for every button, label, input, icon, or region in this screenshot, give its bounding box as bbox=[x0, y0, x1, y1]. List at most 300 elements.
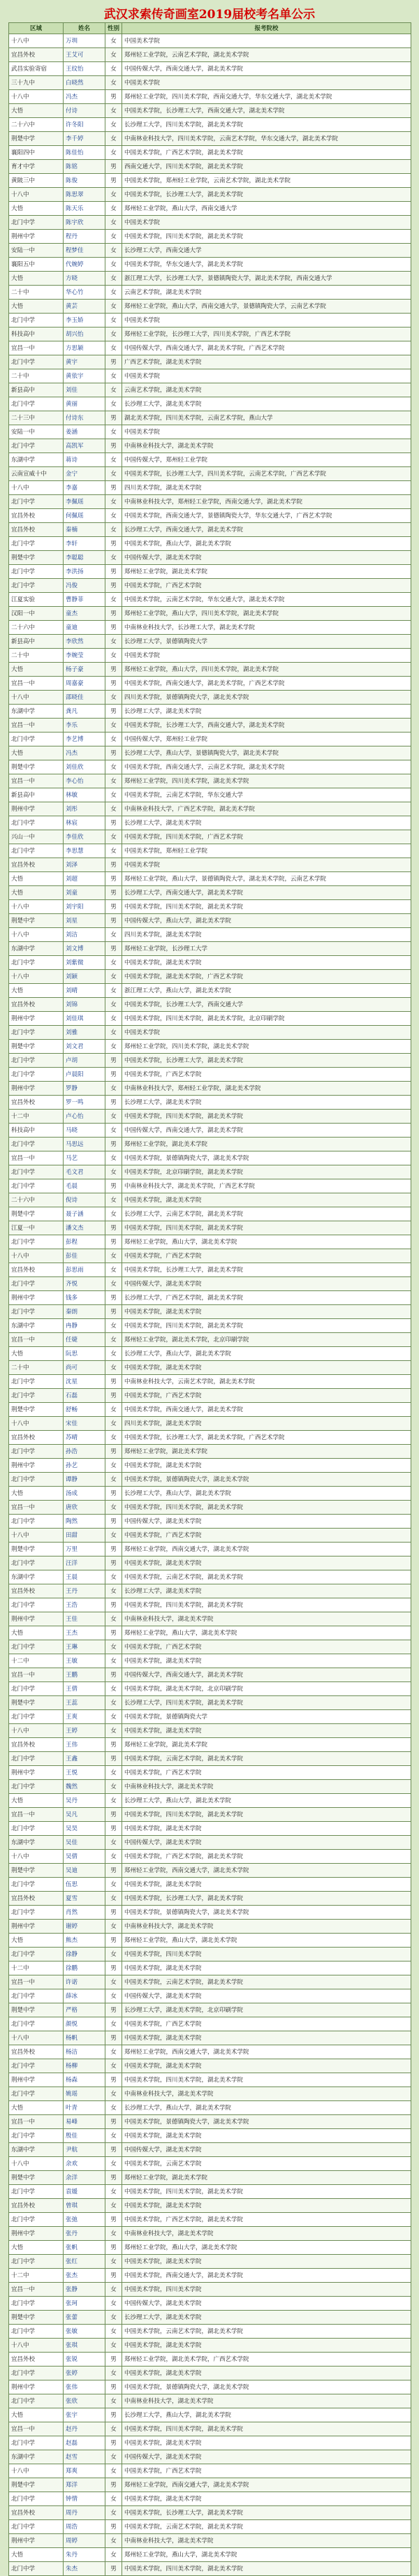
cell-sex: 男 bbox=[105, 2353, 122, 2367]
cell-region: 北门中学 bbox=[9, 1710, 64, 1724]
cell-name: 罗静 bbox=[64, 1082, 105, 1096]
table-row bbox=[9, 1836, 411, 1850]
table-row bbox=[9, 425, 411, 439]
table-row bbox=[9, 1529, 411, 1543]
cell-region: 北门中学 bbox=[9, 1277, 64, 1291]
cell-sex: 女 bbox=[105, 788, 122, 802]
table-row bbox=[9, 1654, 411, 1668]
cell-region: 北门中学 bbox=[9, 314, 64, 327]
cell-sex: 女 bbox=[105, 774, 122, 788]
cell-schools: 中国美术学院，云南艺术学院，湖北美术学院 bbox=[122, 2325, 411, 2339]
table-row bbox=[9, 970, 411, 984]
cell-region: 十八中 bbox=[9, 1850, 64, 1864]
cell-name: 陈铭 bbox=[64, 160, 105, 174]
cell-schools: 西南交通大学，四川美术学院，湖北美术学院 bbox=[122, 160, 411, 174]
cell-region: 十二中 bbox=[9, 1110, 64, 1124]
cell-region: 北门中学 bbox=[9, 2213, 64, 2227]
table-row bbox=[9, 300, 411, 314]
cell-region: 东湖中学 bbox=[9, 1570, 64, 1584]
cell-region: 宜昌外校 bbox=[9, 2353, 64, 2367]
cell-sex: 女 bbox=[105, 1417, 122, 1431]
table-row bbox=[9, 746, 411, 760]
cell-schools: 中国美术学院，湖北美术学院 bbox=[122, 2436, 411, 2450]
cell-sex: 女 bbox=[105, 1040, 122, 1054]
cell-name: 李嘉 bbox=[64, 481, 105, 495]
cell-sex: 男 bbox=[105, 1054, 122, 1068]
table-row bbox=[9, 1626, 411, 1640]
cell-name: 冯杰 bbox=[64, 746, 105, 760]
cell-sex: 女 bbox=[105, 2450, 122, 2464]
cell-region: 北门中学 bbox=[9, 1822, 64, 1836]
table-row bbox=[9, 118, 411, 132]
cell-schools: 中国美术学院，四川美术学院，湖北美术学院 bbox=[122, 1221, 411, 1235]
cell-sex: 女 bbox=[105, 383, 122, 397]
table-row bbox=[9, 537, 411, 551]
cell-schools: 中国美术学院，广西艺术学院 bbox=[122, 1389, 411, 1403]
cell-name: 杨洁 bbox=[64, 2045, 105, 2059]
cell-name: 周丹 bbox=[64, 2506, 105, 2520]
cell-region: 北门中学 bbox=[9, 579, 64, 593]
cell-name: 程梦佳 bbox=[64, 244, 105, 258]
cell-region: 北门中学 bbox=[9, 565, 64, 579]
cell-region: 北门中学 bbox=[9, 1515, 64, 1529]
cell-schools: 中国美术学院，湖北美术学院 bbox=[122, 1459, 411, 1473]
cell-name: 高凯军 bbox=[64, 439, 105, 453]
cell-sex: 男 bbox=[105, 439, 122, 453]
cell-name: 张伟 bbox=[64, 2380, 105, 2394]
cell-region: 宜昌一中 bbox=[9, 719, 64, 733]
cell-sex: 女 bbox=[105, 453, 122, 467]
cell-name: 姜涵 bbox=[64, 425, 105, 439]
cell-region: 北门中学 bbox=[9, 1598, 64, 1612]
cell-schools: 中国美术学院，郑州轻工业学院，云南艺术学院，湖北美术学院 bbox=[122, 174, 411, 188]
cell-sex: 女 bbox=[105, 2367, 122, 2380]
table-row bbox=[9, 383, 411, 397]
cell-region: 二十中 bbox=[9, 1361, 64, 1375]
table-row bbox=[9, 146, 411, 160]
cell-name: 齐悦 bbox=[64, 1277, 105, 1291]
cell-region: 宜昌外校 bbox=[9, 2045, 64, 2059]
cell-name: 李佳欣 bbox=[64, 830, 105, 844]
cell-region: 宜昌外校 bbox=[9, 1584, 64, 1598]
table-row bbox=[9, 1054, 411, 1068]
cell-region: 北门中学 bbox=[9, 2520, 64, 2534]
cell-name: 王倩 bbox=[64, 1682, 105, 1696]
table-row bbox=[9, 1724, 411, 1738]
table-row bbox=[9, 593, 411, 607]
cell-name: 刘颖 bbox=[64, 970, 105, 984]
cell-schools: 中国美术学院，湖北美术学院，北京印刷学院 bbox=[122, 1682, 411, 1696]
cell-region: 北门中学 bbox=[9, 355, 64, 369]
cell-name: 王丹 bbox=[64, 1584, 105, 1598]
cell-region: 宜昌外校 bbox=[9, 1431, 64, 1445]
cell-sex: 男 bbox=[105, 1962, 122, 1975]
cell-name: 赵雪 bbox=[64, 2450, 105, 2464]
cell-name: 代婉婷 bbox=[64, 258, 105, 272]
cell-name: 吴丹 bbox=[64, 1794, 105, 1808]
cell-name: 王浩 bbox=[64, 1598, 105, 1612]
table-row bbox=[9, 272, 411, 286]
table-row bbox=[9, 1864, 411, 1878]
cell-sex: 女 bbox=[105, 300, 122, 314]
cell-schools: 中国美术学院，湖北美术学院 bbox=[122, 2129, 411, 2143]
cell-sex: 男 bbox=[105, 1543, 122, 1556]
cell-region: 荆楚中学 bbox=[9, 551, 64, 565]
cell-name: 刘文君 bbox=[64, 1040, 105, 1054]
cell-name: 张弛 bbox=[64, 2213, 105, 2227]
cell-region: 北门中学 bbox=[9, 2297, 64, 2311]
table-row bbox=[9, 2353, 411, 2367]
cell-name: 朱杰 bbox=[64, 2562, 105, 2576]
cell-sex: 男 bbox=[105, 1487, 122, 1501]
cell-schools: 郑州轻工业学院，湖北美术学院 bbox=[122, 1445, 411, 1459]
cell-region: 东湖中学 bbox=[9, 1836, 64, 1850]
cell-sex: 男 bbox=[105, 174, 122, 188]
cell-name: 李佩瑶 bbox=[64, 495, 105, 509]
cell-schools: 中国美术学院，景德镇陶瓷大学，湖北美术学院 bbox=[122, 1473, 411, 1487]
cell-name: 汪洋 bbox=[64, 1556, 105, 1570]
cell-sex: 女 bbox=[105, 2087, 122, 2101]
cell-sex: 女 bbox=[105, 998, 122, 1012]
cell-schools: 中国美术学院，长沙理工大学，湖北美术学院 bbox=[122, 1054, 411, 1068]
cell-sex: 女 bbox=[105, 1878, 122, 1892]
cell-region: 荆州中学 bbox=[9, 1012, 64, 1026]
cell-sex: 女 bbox=[105, 104, 122, 118]
cell-schools: 中国美术学院，西南交通大学，湖北美术学院，广西艺术学院 bbox=[122, 677, 411, 691]
cell-name: 魏然 bbox=[64, 1780, 105, 1794]
cell-region: 宜昌外校 bbox=[9, 48, 64, 62]
cell-region: 北门中学 bbox=[9, 1389, 64, 1403]
cell-schools: 中国美术学院，长沙理工大学，湖北美术学院 bbox=[122, 1892, 411, 1906]
cell-region: 北门中学 bbox=[9, 2255, 64, 2269]
cell-region: 北门中学 bbox=[9, 397, 64, 411]
cell-sex: 女 bbox=[105, 691, 122, 705]
cell-sex: 男 bbox=[105, 677, 122, 691]
table-row bbox=[9, 1082, 411, 1096]
cell-region: 北门中学 bbox=[9, 1556, 64, 1570]
cell-sex: 女 bbox=[105, 1333, 122, 1347]
table-row bbox=[9, 2185, 411, 2199]
table-row bbox=[9, 579, 411, 593]
cell-region: 北门中学 bbox=[9, 844, 64, 858]
cell-schools: 中国美术学院，广西艺术学院 bbox=[122, 2464, 411, 2478]
table-body bbox=[9, 34, 411, 2576]
cell-name: 石磊 bbox=[64, 1389, 105, 1403]
cell-schools: 中国传媒大学，湖北美术学院 bbox=[122, 2450, 411, 2464]
cell-schools: 长沙理工大学，燕山大学，景德镇陶瓷大学，湖北美术学院 bbox=[122, 746, 411, 760]
sheet-title: 武汉求索传奇画室2019届校考名单公示 bbox=[8, 7, 411, 22]
cell-name: 张杰 bbox=[64, 2269, 105, 2283]
cell-region: 北门中学 bbox=[9, 2017, 64, 2031]
table-row bbox=[9, 1193, 411, 1207]
cell-region: 北门中学 bbox=[9, 1906, 64, 1920]
table-row bbox=[9, 495, 411, 509]
cell-region: 十八中 bbox=[9, 2157, 64, 2171]
table-row bbox=[9, 1487, 411, 1501]
cell-schools: 长沙理工大学，湖北美术学院 bbox=[122, 2311, 411, 2325]
cell-sex: 女 bbox=[105, 34, 122, 48]
cell-sex: 男 bbox=[105, 858, 122, 872]
cell-schools: 中国美术学院，四川美术学院，湖北美术学院 bbox=[122, 1501, 411, 1515]
cell-name: 许诺 bbox=[64, 1975, 105, 1989]
cell-name: 黄丽 bbox=[64, 397, 105, 411]
cell-region: 东湖中学 bbox=[9, 2143, 64, 2157]
cell-name: 聂子涵 bbox=[64, 1207, 105, 1221]
table-row bbox=[9, 2534, 411, 2548]
cell-region: 宜昌一中 bbox=[9, 1808, 64, 1822]
cell-name: 刘锦 bbox=[64, 998, 105, 1012]
cell-sex: 女 bbox=[105, 2227, 122, 2241]
cell-sex: 女 bbox=[105, 1710, 122, 1724]
cell-schools: 中国美术学院，燕山大学，湖北美术学院 bbox=[122, 537, 411, 551]
cell-sex: 女 bbox=[105, 48, 122, 62]
cell-schools: 云南艺术学院，湖北美术学院 bbox=[122, 286, 411, 300]
table-row bbox=[9, 1347, 411, 1361]
cell-region: 十八中 bbox=[9, 691, 64, 705]
cell-name: 李艺博 bbox=[64, 733, 105, 746]
cell-name: 付诗 bbox=[64, 104, 105, 118]
cell-sex: 男 bbox=[105, 1598, 122, 1612]
cell-region: 兴山一中 bbox=[9, 830, 64, 844]
cell-schools: 郑州轻工业学院，燕山大学，四川美术学院，湖北美术学院 bbox=[122, 663, 411, 677]
cell-sex: 女 bbox=[105, 62, 122, 76]
cell-sex: 男 bbox=[105, 705, 122, 719]
cell-name: 陈俊 bbox=[64, 174, 105, 188]
cell-schools: 郑州轻工业学院，燕山大学，湖北美术学院 bbox=[122, 2241, 411, 2255]
cell-region: 荆楚中学 bbox=[9, 914, 64, 928]
cell-schools: 中南林业科技大学，四川美术学院，云南艺术学院，华东交通大学，湖北美术学院 bbox=[122, 132, 411, 146]
cell-sex: 女 bbox=[105, 1836, 122, 1850]
cell-schools: 中国美术学院，西南交通大学，云南艺术学院，湖北美术学院 bbox=[122, 760, 411, 774]
cell-name: 张帆 bbox=[64, 2241, 105, 2255]
cell-name: 潘文杰 bbox=[64, 1221, 105, 1235]
cell-sex: 女 bbox=[105, 286, 122, 300]
cell-name: 胡兴怡 bbox=[64, 327, 105, 341]
cell-name: 杨森 bbox=[64, 2073, 105, 2087]
cell-schools: 郑州轻工业学院，湖北美术学院 bbox=[122, 565, 411, 579]
cell-name: 徐静 bbox=[64, 1948, 105, 1962]
table-row bbox=[9, 314, 411, 327]
cell-sex: 女 bbox=[105, 216, 122, 230]
cell-region: 荆楚中学 bbox=[9, 1207, 64, 1221]
cell-name: 方晓 bbox=[64, 272, 105, 286]
cell-schools: 中南林业科技大学，湖北美术学院 bbox=[122, 2227, 411, 2241]
cell-region: 宜昌外校 bbox=[9, 858, 64, 872]
cell-name: 阮思 bbox=[64, 1347, 105, 1361]
cell-sex: 女 bbox=[105, 1403, 122, 1417]
cell-schools: 中国美术学院，四川美术学院，湖北美术学院，北京印刷学院 bbox=[122, 1012, 411, 1026]
cell-name: 王艾可 bbox=[64, 48, 105, 62]
cell-region: 宜昌一中 bbox=[9, 1975, 64, 1989]
cell-name: 刘雅 bbox=[64, 1026, 105, 1040]
enrollment-sheet bbox=[8, 7, 411, 2576]
table-row bbox=[9, 984, 411, 998]
table-row bbox=[9, 90, 411, 104]
cell-sex: 女 bbox=[105, 2199, 122, 2213]
cell-sex: 女 bbox=[105, 1249, 122, 1263]
table-row bbox=[9, 481, 411, 495]
cell-sex: 女 bbox=[105, 1193, 122, 1207]
cell-schools: 长沙理工大学，燕山大学，湖北美术学院 bbox=[122, 1487, 411, 1501]
cell-sex: 男 bbox=[105, 1389, 122, 1403]
table-row bbox=[9, 733, 411, 746]
cell-sex: 男 bbox=[105, 1556, 122, 1570]
cell-schools: 中国美术学院 bbox=[122, 314, 411, 327]
cell-region: 十二中 bbox=[9, 2269, 64, 2283]
cell-region: 荆州中学 bbox=[9, 1612, 64, 1626]
table-row bbox=[9, 607, 411, 621]
cell-region: 十八中 bbox=[9, 2339, 64, 2353]
cell-sex: 女 bbox=[105, 425, 122, 439]
cell-sex: 男 bbox=[105, 942, 122, 956]
cell-schools: 中国美术学院，长沙理工大学，湖北美术学院 bbox=[122, 188, 411, 202]
cell-region: 十八中 bbox=[9, 1249, 64, 1263]
cell-region: 大悟 bbox=[9, 300, 64, 314]
cell-schools: 中国传媒大学，西南交通大学，湖北美术学院 bbox=[122, 62, 411, 76]
cell-name: 蒋诗 bbox=[64, 453, 105, 467]
cell-schools: 中国美术学院，四川美术学院，湖北美术学院 bbox=[122, 2422, 411, 2436]
cell-region: 北门中学 bbox=[9, 2087, 64, 2101]
cell-region: 荆州中学 bbox=[9, 230, 64, 244]
table-row bbox=[9, 858, 411, 872]
cell-region: 新县高中 bbox=[9, 635, 64, 649]
cell-sex: 女 bbox=[105, 2339, 122, 2353]
table-row bbox=[9, 2380, 411, 2394]
cell-sex: 男 bbox=[105, 2562, 122, 2576]
cell-sex: 男 bbox=[105, 1068, 122, 1082]
cell-schools: 中国美术学院，广西艺术学院 bbox=[122, 2017, 411, 2031]
cell-schools: 长沙理工大学，燕山大学，湖北美术学院 bbox=[122, 1347, 411, 1361]
table-row bbox=[9, 1249, 411, 1263]
table-row bbox=[9, 705, 411, 719]
cell-schools: 中国美术学院，广西艺术学院 bbox=[122, 1249, 411, 1263]
cell-sex: 男 bbox=[105, 537, 122, 551]
table-row bbox=[9, 1766, 411, 1780]
cell-sex: 女 bbox=[105, 1165, 122, 1179]
cell-name: 张琪 bbox=[64, 2339, 105, 2353]
cell-sex: 女 bbox=[105, 2045, 122, 2059]
cell-sex: 男 bbox=[105, 886, 122, 900]
table-row bbox=[9, 1291, 411, 1305]
cell-name: 刘佳欣 bbox=[64, 760, 105, 774]
cell-schools: 中南林业科技大学，云南艺术学院，湖北美术学院 bbox=[122, 1375, 411, 1389]
enrollment-table bbox=[8, 22, 411, 2576]
cell-name: 毛晨 bbox=[64, 1179, 105, 1193]
cell-schools: 郑州轻工业学院，燕山大学，湖北美术学院 bbox=[122, 1235, 411, 1249]
cell-sex: 女 bbox=[105, 2129, 122, 2143]
cell-sex: 男 bbox=[105, 1864, 122, 1878]
cell-name: 徐鹏 bbox=[64, 1962, 105, 1975]
table-row bbox=[9, 663, 411, 677]
cell-schools: 四川美术学院，景德镇陶瓷大学，湖北美术学院 bbox=[122, 691, 411, 705]
cell-name: 舒畅 bbox=[64, 1403, 105, 1417]
cell-sex: 女 bbox=[105, 956, 122, 970]
cell-name: 马思远 bbox=[64, 1138, 105, 1151]
cell-region: 汉阳一中 bbox=[9, 607, 64, 621]
cell-name: 李聪聪 bbox=[64, 551, 105, 565]
table-row bbox=[9, 844, 411, 858]
table-row bbox=[9, 1138, 411, 1151]
cell-sex: 男 bbox=[105, 746, 122, 760]
cell-region: 十八中 bbox=[9, 188, 64, 202]
table-row bbox=[9, 2227, 411, 2241]
cell-sex: 女 bbox=[105, 272, 122, 286]
cell-name: 赵磊 bbox=[64, 2436, 105, 2450]
header-row bbox=[9, 23, 411, 34]
cell-region: 云南宣威十中 bbox=[9, 467, 64, 481]
cell-sex: 女 bbox=[105, 2506, 122, 2520]
table-row bbox=[9, 2478, 411, 2492]
cell-sex: 女 bbox=[105, 1501, 122, 1515]
cell-sex: 男 bbox=[105, 160, 122, 174]
cell-name: 黄宇 bbox=[64, 355, 105, 369]
cell-schools: 中南林业科技大学，湖北美术学院 bbox=[122, 2087, 411, 2101]
cell-sex: 女 bbox=[105, 2283, 122, 2297]
cell-schools: 长沙理工大学，湖北美术学院 bbox=[122, 705, 411, 719]
cell-sex: 女 bbox=[105, 314, 122, 327]
cell-name: 颜悦 bbox=[64, 2017, 105, 2031]
cell-region: 二十中 bbox=[9, 369, 64, 383]
cell-schools: 中国美术学院，华东交通大学，湖北美术学院 bbox=[122, 258, 411, 272]
cell-region: 荆州中学 bbox=[9, 802, 64, 816]
cell-sex: 女 bbox=[105, 244, 122, 258]
cell-sex: 女 bbox=[105, 2325, 122, 2339]
table-row bbox=[9, 1934, 411, 1948]
cell-schools: 中国美术学院，长沙理工大学，湖北美术学院，广西艺术学院 bbox=[122, 1431, 411, 1445]
cell-schools: 中国传媒大学，西南交通大学，湖北美术学院，广西艺术学院 bbox=[122, 341, 411, 355]
cell-region: 十八中 bbox=[9, 34, 64, 48]
cell-schools: 中南林业科技大学，湖北美术学院 bbox=[122, 1780, 411, 1794]
table-row bbox=[9, 48, 411, 62]
header-schools: 报考院校 bbox=[122, 23, 411, 34]
cell-sex: 男 bbox=[105, 2520, 122, 2534]
cell-sex: 女 bbox=[105, 1082, 122, 1096]
cell-name: 秦朗 bbox=[64, 1305, 105, 1319]
table-row bbox=[9, 2171, 411, 2185]
cell-name: 彭程 bbox=[64, 1235, 105, 1249]
cell-schools: 湖北美术学院，四川美术学院，云南艺术学院，燕山大学 bbox=[122, 411, 411, 425]
table-row bbox=[9, 1640, 411, 1654]
cell-name: 刘彤 bbox=[64, 802, 105, 816]
cell-sex: 男 bbox=[105, 2115, 122, 2129]
cell-region: 北门中学 bbox=[9, 216, 64, 230]
cell-name: 李欣然 bbox=[64, 635, 105, 649]
table-row bbox=[9, 2520, 411, 2534]
table-row bbox=[9, 132, 411, 146]
cell-sex: 男 bbox=[105, 1752, 122, 1766]
cell-schools: 中国美术学院，四川美术学院，湖北美术学院 bbox=[122, 1319, 411, 1333]
cell-region: 宜昌一中 bbox=[9, 2422, 64, 2436]
cell-name: 谭静 bbox=[64, 1473, 105, 1487]
cell-sex: 女 bbox=[105, 1724, 122, 1738]
cell-sex: 男 bbox=[105, 411, 122, 425]
cell-schools: 长沙理工大学，四川美术学院，湖北美术学院 bbox=[122, 118, 411, 132]
cell-region: 大悟 bbox=[9, 746, 64, 760]
cell-name: 张锐 bbox=[64, 2353, 105, 2367]
cell-schools: 中南林业科技大学，湖北美术学院 bbox=[122, 1612, 411, 1626]
cell-name: 刘童 bbox=[64, 886, 105, 900]
table-row bbox=[9, 467, 411, 481]
cell-schools: 郑州轻工业学院，西南交通大学，湖北美术学院 bbox=[122, 2045, 411, 2059]
cell-region: 宜昌一中 bbox=[9, 341, 64, 355]
cell-name: 刘文博 bbox=[64, 942, 105, 956]
cell-name: 许冬阳 bbox=[64, 118, 105, 132]
cell-region: 荆楚中学 bbox=[9, 2311, 64, 2325]
table-row bbox=[9, 1221, 411, 1235]
cell-region: 荆州中学 bbox=[9, 1459, 64, 1473]
cell-schools: 中国美术学院，湖北美术学院 bbox=[122, 2199, 411, 2213]
table-row bbox=[9, 1501, 411, 1515]
